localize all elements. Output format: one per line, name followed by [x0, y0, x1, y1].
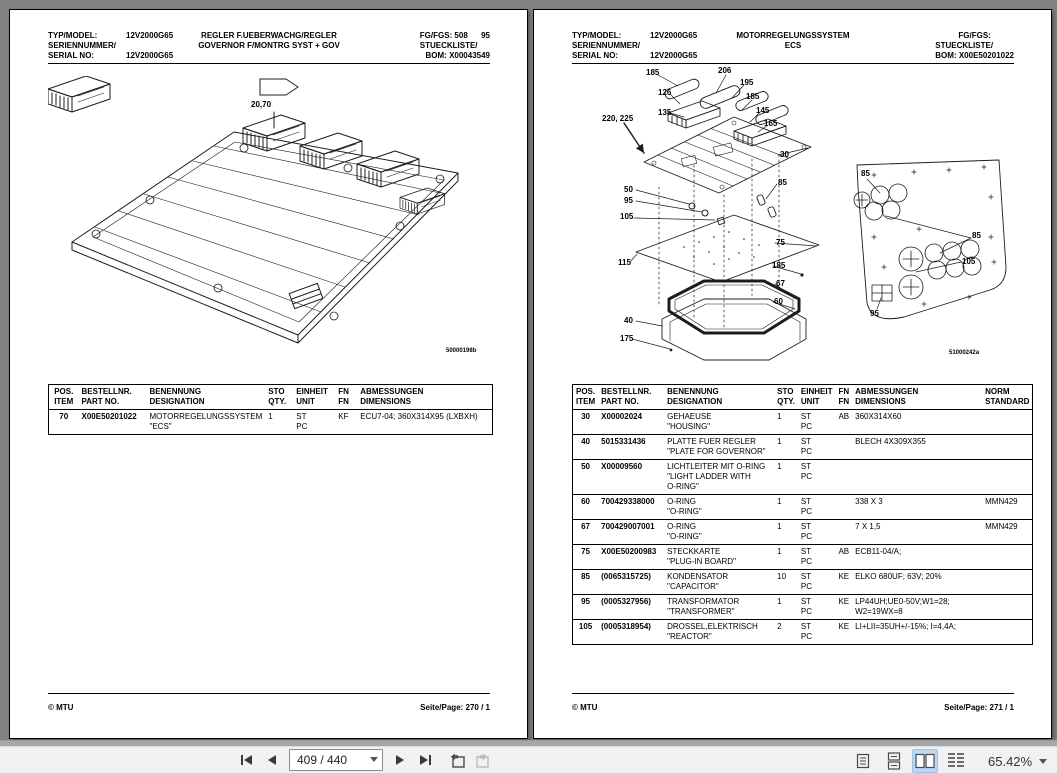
table-row: [573, 570, 1033, 595]
single-page-icon: [856, 753, 870, 769]
table-header-cell: BESTELLNR. PART NO.: [81, 387, 132, 406]
first-page-button[interactable]: [236, 749, 258, 771]
typ-model-value: 12V2000G65: [126, 31, 174, 40]
table-cell: 10: [777, 572, 787, 581]
ecs-exploded-drawing: [574, 67, 1017, 367]
table-cell: [982, 570, 1033, 595]
page-header: [48, 31, 490, 64]
table-cell: KE: [838, 572, 850, 581]
table-row: [573, 595, 1033, 620]
table-header-row: [49, 385, 493, 410]
table-cell: ST PC: [800, 522, 813, 541]
table-cell: GEHAEUSE "HOUSING": [667, 412, 712, 431]
parts-table-right: [572, 384, 1033, 645]
page-header: [572, 31, 1014, 64]
assembly-title-line2: ECS: [784, 41, 802, 50]
previous-view-icon: [450, 753, 466, 768]
serial-no-label: SERIAL NO:: [572, 51, 619, 60]
first-page-icon: [240, 754, 254, 766]
parts-table-left: [48, 384, 493, 435]
diagram-label: 40: [624, 316, 633, 325]
header-bom-block: [935, 31, 1014, 61]
next-page-button[interactable]: [389, 749, 411, 771]
table-cell: PLATTE FUER REGLER "PLATE FOR GOVERNOR": [667, 437, 766, 456]
fg-fgs-line: FG/FGS: 508 95: [419, 31, 490, 40]
ecu-drawing-labels: [48, 76, 491, 362]
page-number-text: Seite/Page: 270 / 1: [420, 703, 490, 712]
previous-page-icon: [267, 754, 277, 766]
assembly-title-line1: MOTORREGELUNGSSYSTEM: [736, 31, 850, 40]
table-cell: 30: [581, 412, 591, 421]
bom-line: BOM: X00E50201022: [935, 51, 1014, 60]
table-cell: LICHTLEITER MIT O-RING "LIGHT LADDER WITH O-RING": [667, 462, 766, 491]
table-cell: X00E50201022: [81, 412, 137, 421]
typ-model-label: TYP/MODEL:: [48, 31, 98, 40]
table-cell: [835, 520, 852, 545]
table-cell: 1: [777, 497, 782, 506]
diagram-label: 85: [972, 231, 981, 240]
diagram-label: 145: [756, 106, 770, 115]
table-header-cell: FN FN: [338, 387, 349, 406]
table-cell: [835, 495, 852, 520]
layout-two-page-button[interactable]: [912, 749, 938, 773]
typ-model-label: TYP/MODEL:: [572, 31, 622, 40]
table-header-cell: STO QTY.: [268, 387, 287, 406]
viewer-toolbar: [0, 746, 1057, 773]
table-cell: KE: [838, 597, 850, 606]
table-cell: [852, 460, 982, 495]
next-view-icon: [475, 753, 491, 768]
diagram-label: 95: [624, 196, 633, 205]
table-cell: 70: [59, 412, 69, 421]
page-dropdown-caret-icon[interactable]: [370, 757, 378, 762]
serial-no-value: 12V2000G65: [650, 51, 698, 60]
copyright-text: © MTU: [48, 703, 74, 712]
table-cell: 7 X 1,5: [855, 522, 881, 531]
diagram-label: 185: [646, 68, 660, 77]
table-cell: 1: [777, 547, 782, 556]
copyright-text: © MTU: [572, 703, 598, 712]
table-cell: MOTORREGELUNGSSYSTEM "ECS": [149, 412, 263, 431]
table-cell: KONDENSATOR "CAPACITOR": [667, 572, 729, 591]
table-header-cell: EINHEIT UNIT: [296, 387, 328, 406]
table-row: [573, 545, 1033, 570]
table-cell: AB: [838, 547, 850, 556]
zoom-dropdown-caret-icon[interactable]: [1039, 759, 1047, 764]
table-cell: ST PC: [296, 412, 308, 431]
ecs-drawing-labels: [574, 67, 1017, 367]
table-cell: [982, 595, 1033, 620]
table-cell: X00009560: [601, 462, 643, 471]
table-cell: 1: [777, 522, 782, 531]
table-cell: [982, 435, 1033, 460]
continuous-pages-icon: [887, 752, 901, 770]
header-title-block: [732, 31, 853, 61]
table-cell: (0005318954): [601, 622, 651, 631]
table-cell: ST PC: [800, 572, 813, 591]
view-controls-group: [850, 749, 1057, 773]
diagram-label: 85: [778, 178, 787, 187]
assembly-title-line2: GOVERNOR F/MONTRG SYST + GOV: [198, 41, 340, 50]
header-title-block: [194, 31, 344, 61]
layout-continuous-button[interactable]: [881, 749, 907, 773]
layout-single-page-button[interactable]: [850, 749, 876, 773]
diagram-label: 95: [870, 309, 879, 318]
stueckliste-label: STUECKLISTE/: [935, 41, 994, 50]
serial-no-label: SERIAL NO:: [48, 51, 95, 60]
table-cell: 95: [581, 597, 591, 606]
table-cell: 700429007001: [601, 522, 655, 531]
document-page-right: [533, 9, 1052, 739]
table-cell: BLECH 4X309X355: [855, 437, 926, 446]
table-header-cell: BESTELLNR. PART NO.: [601, 387, 652, 406]
table-cell: ECU7-04; 360X314X95 (LXBXH): [360, 412, 478, 421]
table-cell: 5015331436: [601, 437, 646, 446]
previous-page-button[interactable]: [261, 749, 283, 771]
table-cell: 2: [777, 622, 782, 631]
diagram-label: 105: [620, 212, 634, 221]
page-number-text: Seite/Page: 271 / 1: [944, 703, 1014, 712]
table-cell: KF: [338, 412, 349, 421]
diagram-label: 175: [620, 334, 634, 343]
table-header-row: [573, 385, 1033, 410]
table-row: [573, 410, 1033, 435]
header-model-block: [572, 31, 732, 61]
seriennummer-label: SERIENNUMMER/: [572, 41, 641, 50]
diagram-label: 115: [618, 258, 631, 267]
diagram-label: 85: [861, 169, 870, 178]
table-cell: ST PC: [800, 597, 813, 616]
table-cell: 75: [581, 547, 591, 556]
table-cell: O-RING "O-RING": [667, 497, 702, 516]
table-cell: ST PC: [800, 622, 813, 641]
diagram-label: 185: [772, 261, 786, 270]
table-cell: TRANSFORMATOR "TRANSFORMER": [667, 597, 740, 616]
next-view-button[interactable]: [472, 749, 494, 771]
previous-view-button[interactable]: [447, 749, 469, 771]
last-page-icon: [418, 754, 432, 766]
table-cell: ST PC: [800, 412, 813, 431]
table-cell: 85: [581, 572, 591, 581]
table-cell: ECB11-04/A;: [855, 547, 902, 556]
table-cell: 1: [777, 597, 782, 606]
diagram-label: 60: [774, 297, 783, 306]
table-header-cell: BENENNUNG DESIGNATION: [667, 387, 723, 406]
table-row: [573, 435, 1033, 460]
document-page-left: [9, 9, 528, 739]
table-cell: 1: [777, 462, 782, 471]
diagram-label: 50000198b: [446, 348, 477, 354]
page-navigation-group: [236, 749, 494, 771]
table-cell: [982, 545, 1033, 570]
assembly-title-line1: REGLER F.UEBERWACHG/REGLER: [201, 31, 337, 40]
typ-model-value: 12V2000G65: [650, 31, 698, 40]
header-model-block: [48, 31, 194, 61]
table-cell: AB: [838, 412, 850, 421]
diagram-label: 135: [658, 108, 672, 117]
table-cell: 338 X 3: [855, 497, 883, 506]
table-cell: MMN429: [985, 522, 1018, 531]
table-cell: LP44UH;UE0-50V;W1=28; W2=19WX=8: [855, 597, 950, 616]
table-cell: DROSSEL,ELEKTRISCH "REACTOR": [667, 622, 758, 641]
diagram-label: 105: [962, 257, 976, 266]
layout-two-page-continuous-button[interactable]: [943, 749, 969, 773]
diagram-label: 30: [780, 150, 789, 159]
table-header-cell: BENENNUNG DESIGNATION: [149, 387, 205, 406]
table-cell: STECKKARTE "PLUG-IN BOARD": [667, 547, 736, 566]
stueckliste-label: STUECKLISTE/: [419, 41, 478, 50]
two-page-icon: [915, 753, 935, 769]
table-cell: 360X314X60: [855, 412, 902, 421]
table-cell: ST PC: [800, 547, 813, 566]
diagram-label: 185: [746, 92, 760, 101]
next-page-icon: [395, 754, 405, 766]
table-cell: 105: [578, 622, 593, 631]
fg-fgs-line: FG/FGS:: [958, 31, 991, 40]
table-cell: [982, 410, 1033, 435]
diagram-label: 206: [718, 66, 732, 75]
table-cell: ST PC: [800, 462, 813, 481]
table-cell: X00E50200983: [601, 547, 657, 556]
table-row: [573, 620, 1033, 645]
table-cell: 700429338000: [601, 497, 655, 506]
page-number-box: [289, 749, 383, 771]
page-footer: [48, 693, 490, 712]
table-row: [573, 520, 1033, 545]
table-cell: 1: [777, 412, 782, 421]
diagram-label: 195: [740, 78, 754, 87]
table-row: [573, 495, 1033, 520]
table-cell: (0065315725): [601, 572, 651, 581]
table-header-cell: ABMESSUNGEN DIMENSIONS: [855, 387, 919, 406]
table-cell: 67: [581, 522, 591, 531]
bom-line: BOM: X00043549: [425, 51, 490, 60]
table-cell: [835, 435, 852, 460]
table-cell: LI+LII=35UH+/-15%; I=4,4A;: [855, 622, 957, 631]
table-header-cell: STO QTY.: [777, 387, 795, 406]
table-row: [49, 410, 493, 435]
page-footer: [572, 693, 1014, 712]
table-header-cell: POS. ITEM: [54, 387, 74, 406]
table-cell: ST PC: [800, 437, 813, 456]
diagram-label: 126: [658, 88, 672, 97]
table-cell: X00002024: [601, 412, 643, 421]
serial-no-value: 12V2000G65: [126, 51, 174, 60]
table-cell: [835, 460, 852, 495]
diagram-label: 50: [624, 185, 633, 194]
seriennummer-label: SERIENNUMMER/: [48, 41, 117, 50]
table-cell: 50: [581, 462, 591, 471]
table-cell: [982, 460, 1033, 495]
diagram-label: 51000242a: [949, 350, 980, 356]
table-cell: 40: [581, 437, 591, 446]
diagram-label: 165: [764, 119, 778, 128]
table-cell: KE: [838, 622, 850, 631]
table-cell: O-RING "O-RING": [667, 522, 702, 541]
table-cell: ELKO 680UF; 63V; 20%: [855, 572, 942, 581]
header-bom-block: [420, 31, 490, 61]
table-header-cell: ABMESSUNGEN DIMENSIONS: [360, 387, 424, 406]
table-cell: 1: [268, 412, 273, 421]
table-header-cell: FN FN: [838, 387, 850, 406]
table-cell: (0005327956): [601, 597, 651, 606]
table-cell: MMN429: [985, 497, 1018, 506]
diagram-label: 75: [776, 238, 785, 247]
last-page-button[interactable]: [414, 749, 436, 771]
two-page-continuous-icon: [946, 752, 966, 770]
table-header-cell: NORM STANDARD: [985, 387, 1030, 406]
page-number-input[interactable]: [295, 751, 369, 769]
table-row: [573, 460, 1033, 495]
table-cell: [982, 620, 1033, 645]
table-cell: 60: [581, 497, 591, 506]
diagram-label: 67: [776, 279, 785, 288]
zoom-level-value[interactable]: 65.42%: [988, 753, 1033, 769]
table-header-cell: POS. ITEM: [576, 387, 596, 406]
table-cell: ST PC: [800, 497, 813, 516]
table-header-cell: EINHEIT UNIT: [800, 387, 833, 406]
table-cell: 1: [777, 437, 782, 446]
diagram-label: 20,70: [251, 100, 272, 109]
ecu-technical-drawing: [48, 76, 491, 362]
diagram-label: 220, 225: [602, 114, 634, 123]
